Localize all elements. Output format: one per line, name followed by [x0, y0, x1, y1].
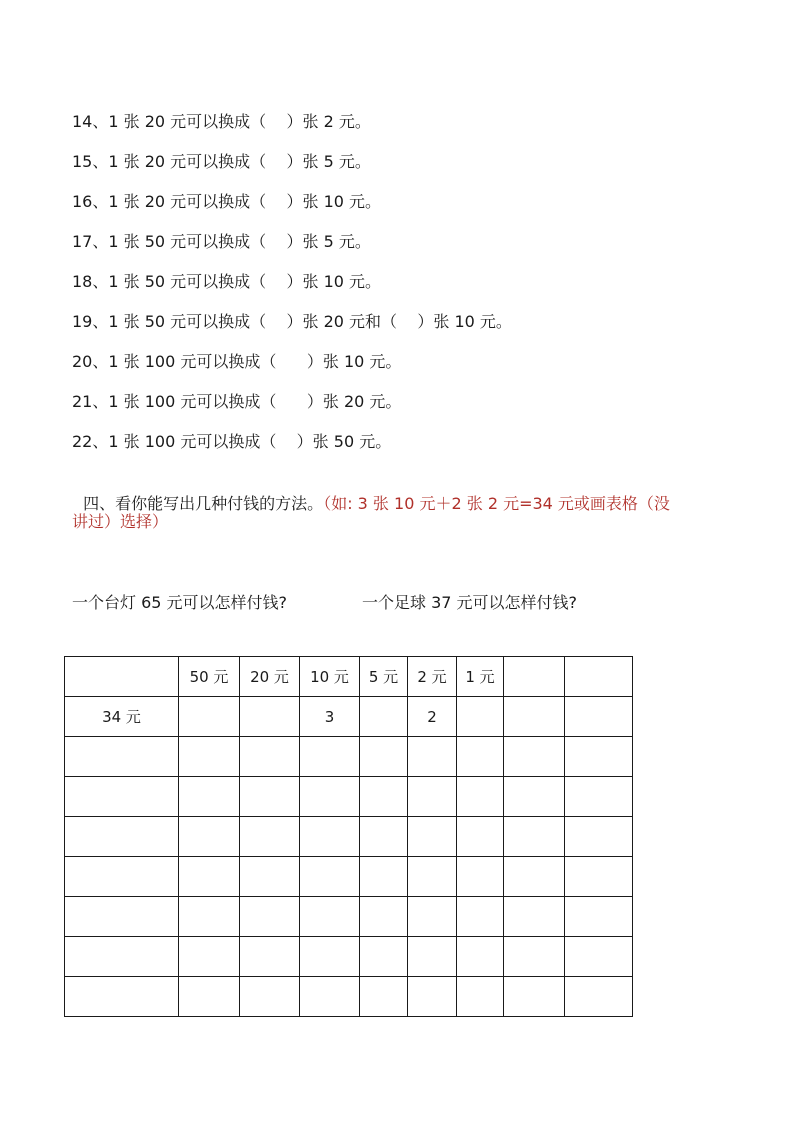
- table-cell: [65, 977, 179, 1017]
- table-cell: [179, 937, 240, 977]
- table-row: [65, 857, 633, 897]
- table-cell: [565, 817, 633, 857]
- question-16: 16、1 张 20 元可以换成（ ）张 10 元。: [72, 192, 382, 211]
- table-cell: [408, 897, 457, 937]
- table-cell: [408, 817, 457, 857]
- table-cell: [504, 737, 565, 777]
- table-cell: [565, 857, 633, 897]
- question-20: 20、1 张 100 元可以换成（ ）张 10 元。: [72, 352, 402, 371]
- table-cell: [300, 897, 360, 937]
- table-cell: [240, 857, 300, 897]
- table-cell: [408, 937, 457, 977]
- table-cell: [65, 817, 179, 857]
- table-cell: [457, 977, 504, 1017]
- table-header-cell: 1 元: [457, 657, 504, 697]
- table-cell: [457, 817, 504, 857]
- question-19: 19、1 张 50 元可以换成（ ）张 20 元和（ ）张 10 元。: [72, 312, 512, 331]
- table-cell: [65, 777, 179, 817]
- table-row: [65, 737, 633, 777]
- table-row: [65, 697, 633, 737]
- table-cell: [240, 737, 300, 777]
- table-cell: [179, 777, 240, 817]
- table-cell: [65, 897, 179, 937]
- table-cell: [408, 777, 457, 817]
- table-cell: [179, 857, 240, 897]
- table-cell: [565, 937, 633, 977]
- table-header-cell: 2 元: [408, 657, 457, 697]
- table-header-cell: [565, 657, 633, 697]
- table-cell: [179, 697, 240, 737]
- table-cell: [504, 977, 565, 1017]
- table-cell: [504, 937, 565, 977]
- section-4-heading: [73, 471, 670, 515]
- table-cell: [300, 737, 360, 777]
- table-cell: [240, 977, 300, 1017]
- table-cell: [360, 697, 408, 737]
- table-cell: [300, 817, 360, 857]
- table-cell: [179, 737, 240, 777]
- problem-lamp: 一个台灯 65 元可以怎样付钱?: [72, 593, 288, 612]
- table-cell: [504, 777, 565, 817]
- table-row: [65, 937, 633, 977]
- question-22: 22、1 张 100 元可以换成（ ）张 50 元。: [72, 432, 392, 451]
- table-cell: [240, 777, 300, 817]
- table-cell: [179, 817, 240, 857]
- table-row: [65, 977, 633, 1017]
- section-4-note-continued: 讲过）选择）: [72, 512, 169, 531]
- table-cell: [457, 897, 504, 937]
- table-cell: [408, 977, 457, 1017]
- section-4-title: 四、看你能写出几种付钱的方法。: [83, 494, 324, 513]
- section-4-note: （如: 3 张 10 元＋2 张 2 元=34 元或画表格（没: [323, 494, 670, 513]
- table-cell: 34 元: [65, 697, 179, 737]
- table-cell: [360, 897, 408, 937]
- table-cell: [65, 857, 179, 897]
- table-cell: [504, 857, 565, 897]
- table-cell: [179, 897, 240, 937]
- table-cell: [300, 937, 360, 977]
- table-cell: [457, 777, 504, 817]
- table-cell: [360, 937, 408, 977]
- payment-table: [64, 656, 633, 1017]
- table-cell: [565, 897, 633, 937]
- table-cell: [179, 977, 240, 1017]
- table-row: [65, 897, 633, 937]
- table-header-cell: [504, 657, 565, 697]
- table-cell: [300, 857, 360, 897]
- table-cell: [565, 697, 633, 737]
- table-cell: [240, 817, 300, 857]
- table-cell: [408, 737, 457, 777]
- table-cell: [504, 817, 565, 857]
- table-header-row: [65, 657, 633, 697]
- table-cell: [65, 737, 179, 777]
- table-row: [65, 817, 633, 857]
- table-cell: [504, 897, 565, 937]
- table-cell: [457, 697, 504, 737]
- table-header-cell: 20 元: [240, 657, 300, 697]
- table-cell: [360, 817, 408, 857]
- table-row: [65, 777, 633, 817]
- table-cell: [457, 737, 504, 777]
- question-17: 17、1 张 50 元可以换成（ ）张 5 元。: [72, 232, 371, 251]
- table-cell: [240, 697, 300, 737]
- table-header-cell: 50 元: [179, 657, 240, 697]
- table-cell: [565, 737, 633, 777]
- table-cell: [360, 737, 408, 777]
- question-18: 18、1 张 50 元可以换成（ ）张 10 元。: [72, 272, 382, 291]
- table-cell: [565, 977, 633, 1017]
- table-cell: [65, 937, 179, 977]
- problem-football: 一个足球 37 元可以怎样付钱?: [362, 593, 578, 612]
- table-cell: [457, 857, 504, 897]
- table-header-cell: 10 元: [300, 657, 360, 697]
- table-cell: 3: [300, 697, 360, 737]
- table-cell: 2: [408, 697, 457, 737]
- table-cell: [504, 697, 565, 737]
- table-cell: [360, 777, 408, 817]
- table-cell: [360, 857, 408, 897]
- table-cell: [240, 937, 300, 977]
- table-header-cell: 5 元: [360, 657, 408, 697]
- question-21: 21、1 张 100 元可以换成（ ）张 20 元。: [72, 392, 402, 411]
- table-cell: [360, 977, 408, 1017]
- question-15: 15、1 张 20 元可以换成（ ）张 5 元。: [72, 152, 371, 171]
- table-header-cell: [65, 657, 179, 697]
- table-cell: [300, 777, 360, 817]
- table-cell: [565, 777, 633, 817]
- table-cell: [300, 977, 360, 1017]
- table-cell: [408, 857, 457, 897]
- table-cell: [457, 937, 504, 977]
- table-cell: [240, 897, 300, 937]
- question-14: 14、1 张 20 元可以换成（ ）张 2 元。: [72, 112, 371, 131]
